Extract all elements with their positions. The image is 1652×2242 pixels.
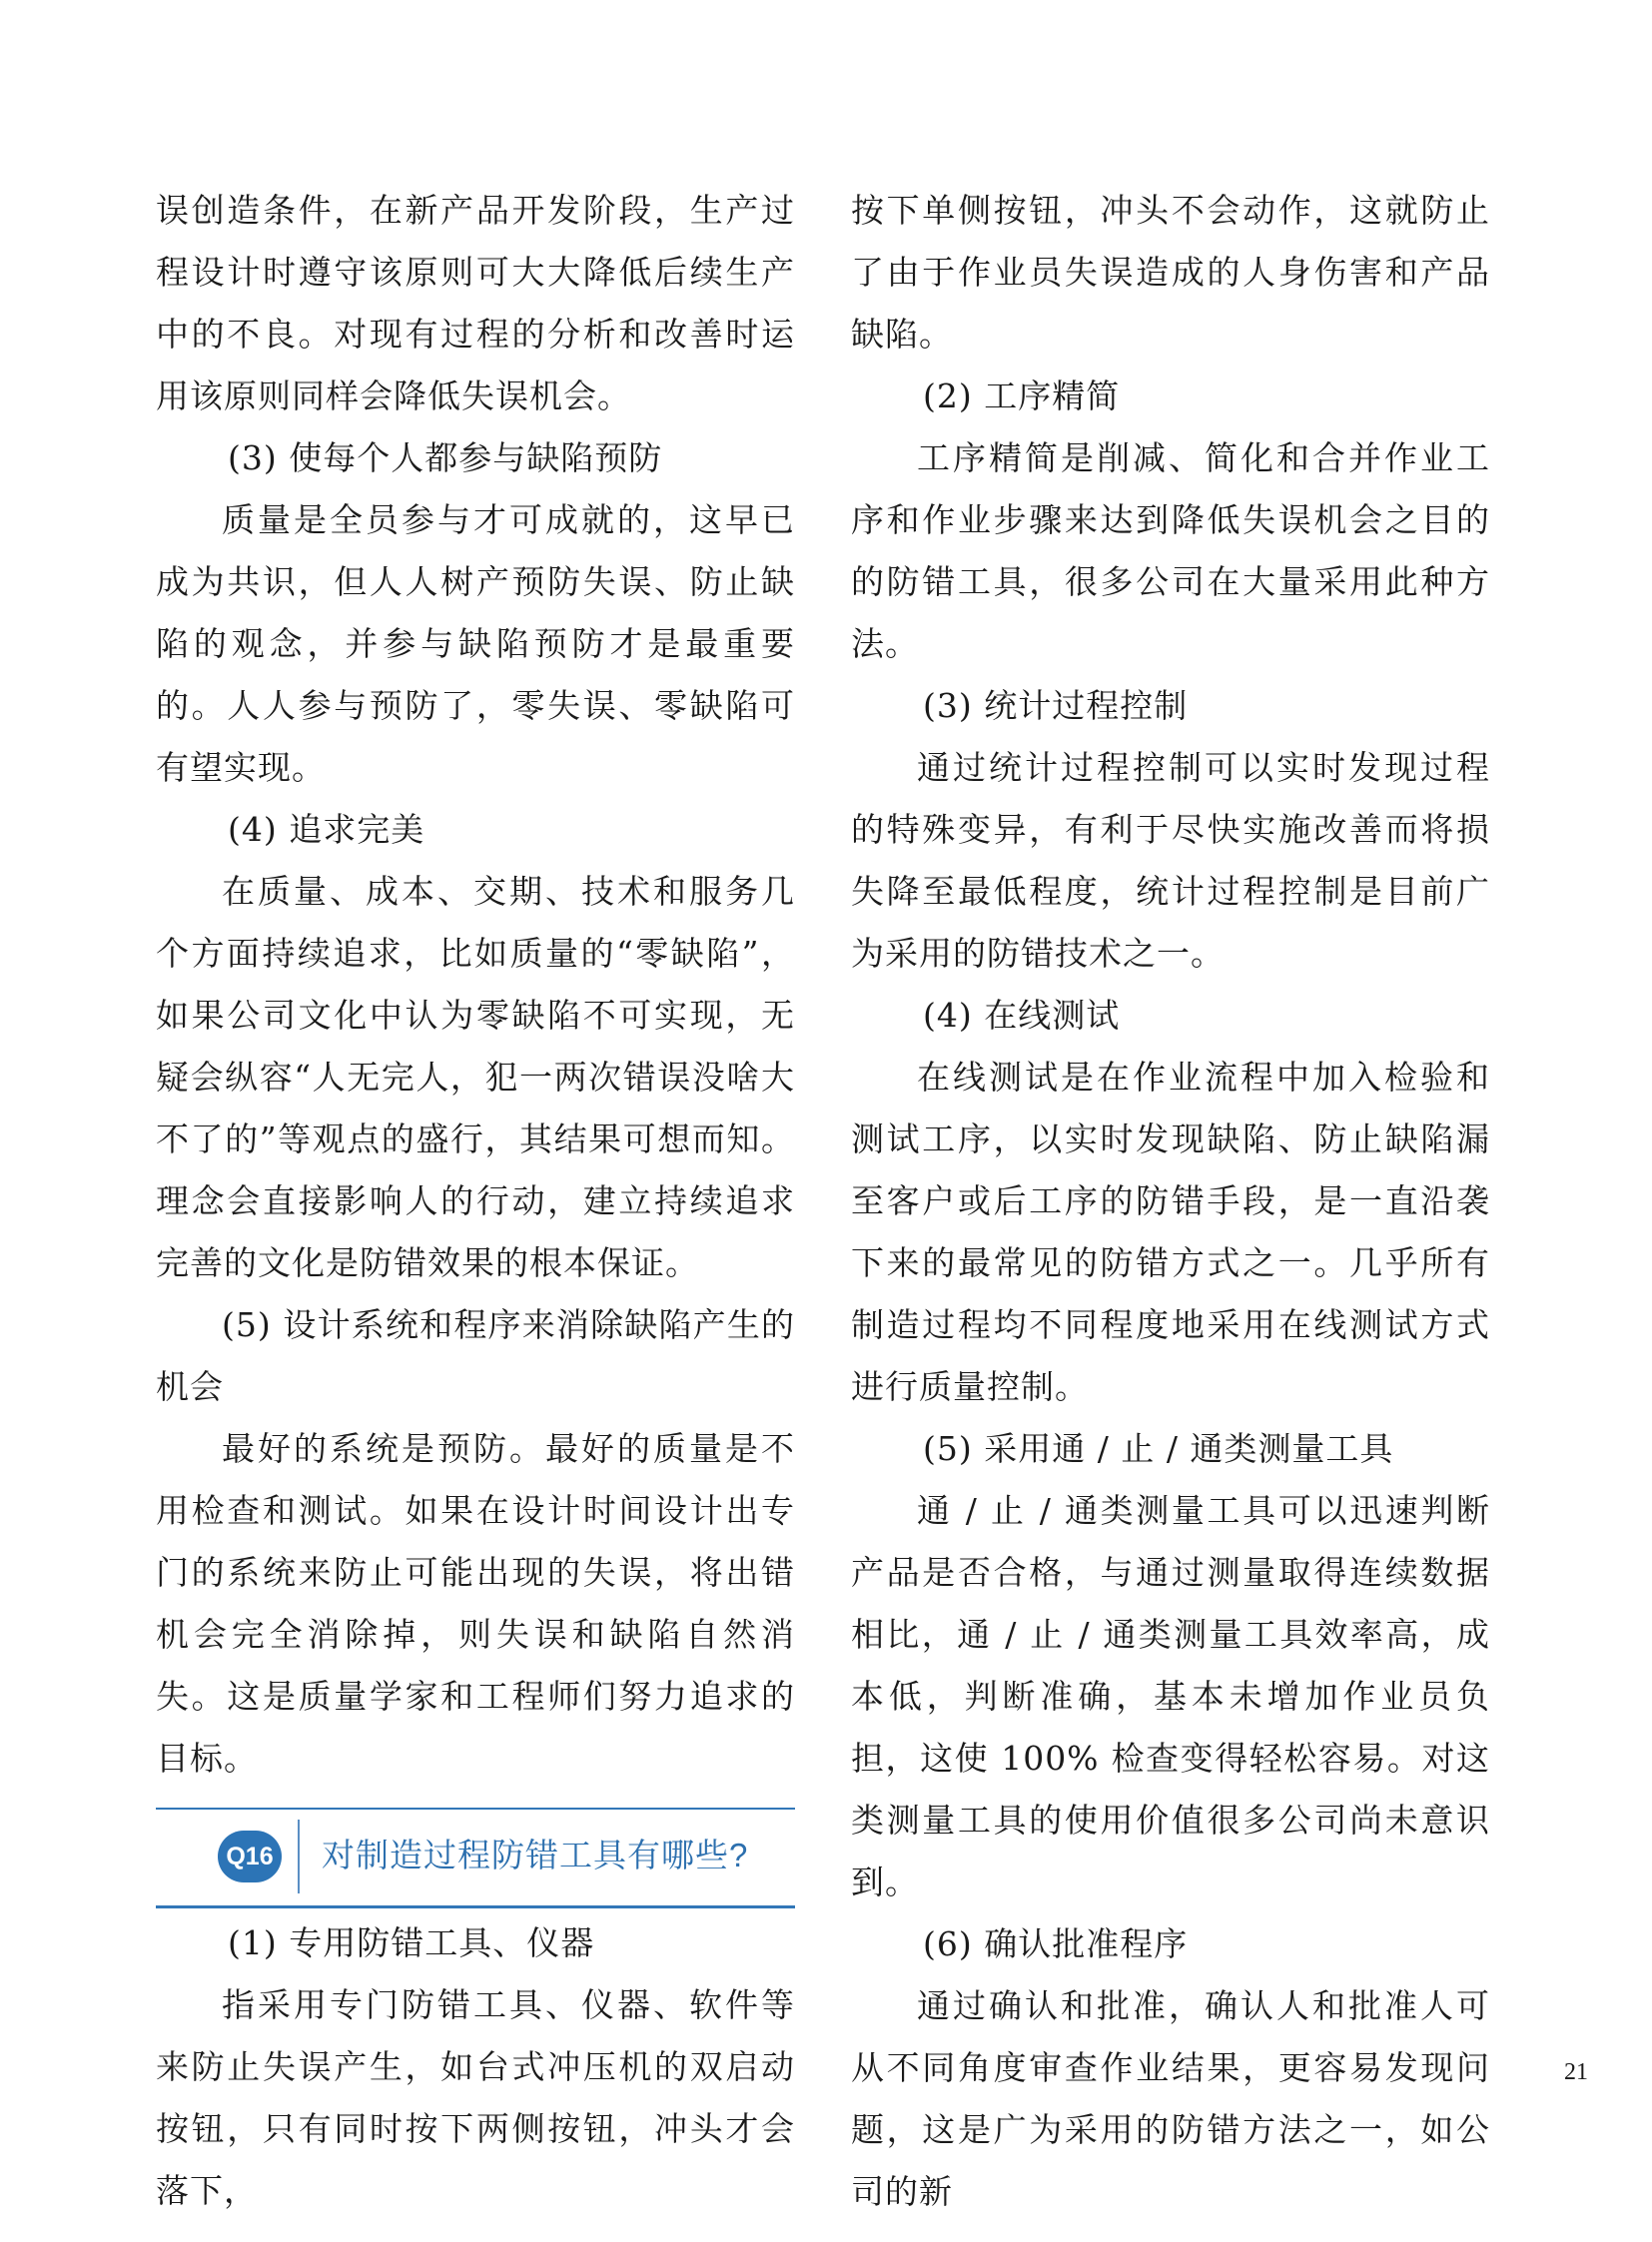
- question-title: 对制造过程防错工具有哪些?: [322, 1837, 749, 1873]
- section-heading: (5) 采用通 / 止 / 通类测量工具: [923, 1429, 1394, 1468]
- section-heading: (3) 统计过程控制: [923, 686, 1189, 725]
- section-heading: (4) 追求完美: [228, 810, 425, 849]
- paragraph: 误创造条件，在新产品开发阶段，生产过程设计时遵守该原则可大大降低后续生产中的不良。对现有过程的分析和改善时运用该原则同样会降低失误机会。: [156, 191, 795, 415]
- paragraph: 通过确认和批准，确认人和批准人可从不同角度审查作业结果，更容易发现问题，这是广为采用的防错方法之一，如公司的新: [851, 1986, 1490, 2211]
- paragraph: 最好的系统是预防。最好的质量是不用检查和测试。如果在设计时间设计出专门的系统来防止可能出现的失误，将出错机会完全消除掉，则失误和缺陷自然消失。这是质量学家和工程师们努力追求的目标。: [156, 1429, 795, 1778]
- paragraph: 按下单侧按钮，冲头不会动作，这就防止了由于作业员失误造成的人身伤害和产品缺陷。: [851, 191, 1490, 354]
- section-heading: (4) 在线测试: [923, 996, 1121, 1035]
- paragraph: 质量是全员参与才可成就的，这早已成为共识，但人人树产预防失误、防止缺陷的观念，并参与缺陷预防才是最重要的。人人参与预防了，零失误、零缺陷可有望实现。: [156, 500, 795, 787]
- paragraph: 通过统计过程控制可以实时发现过程的特殊变异，有利于尽快实施改善而将损失降至最低程度，统计过程控制是目前广为采用的防错技术之一。: [851, 748, 1490, 973]
- paragraph: 工序精简是削减、简化和合并作业工序和作业步骤来达到降低失误机会之目的的防错工具，很多公司在大量采用此种方法。: [851, 438, 1490, 663]
- paragraph: 指采用专门防错工具、仪器、软件等来防止失误产生，如台式冲压机的双启动按钮，只有同时按下两侧按钮，冲头才会落下，: [156, 1985, 795, 2210]
- divider: [298, 1820, 300, 1893]
- section-heading: (5) 设计系统和程序来消除缺陷产生的机会: [156, 1305, 795, 1406]
- paragraph: 通 / 止 / 通类测量工具可以迅速判断产品是否合格，与通过测量取得连续数据相比，通 / 止 / 通类测量工具效率高，成本低，判断准确，基本未增加作业员负担，这使 100% 检查变得轻松容易。对这类测量工具的使用价值很多公司尚未意识到。: [851, 1491, 1490, 1901]
- section-heading: (3) 使每个人都参与缺陷预防: [228, 438, 663, 477]
- question-badge: Q16: [218, 1831, 282, 1882]
- section-heading: (1) 专用防错工具、仪器: [228, 1923, 595, 1962]
- paragraph: 在线测试是在作业流程中加入检验和测试工序，以实时发现缺陷、防止缺陷漏至客户或后工序的防错手段，是一直沿袭下来的最常见的防错方式之一。几乎所有制造过程均不同程度地采用在线测试方式进行质量控制。: [851, 1058, 1490, 1406]
- section-heading: (6) 确认批准程序: [923, 1924, 1189, 1963]
- right-column: [851, 180, 1490, 2223]
- page-number: 21: [1564, 2059, 1588, 2085]
- left-column: [156, 180, 795, 2222]
- question-box: [156, 1808, 795, 1908]
- section-heading: (2) 工序精简: [923, 376, 1121, 415]
- paragraph: 在质量、成本、交期、技术和服务几个方面持续追求，比如质量的“零缺陷”，如果公司文化中认为零缺陷不可实现，无疑会纵容“人无完人，犯一两次错误没啥大不了的”等观点的盛行，其结果可想而知。理念会直接影响人的行动，建立持续追求完善的文化是防错效果的根本保证。: [156, 872, 795, 1282]
